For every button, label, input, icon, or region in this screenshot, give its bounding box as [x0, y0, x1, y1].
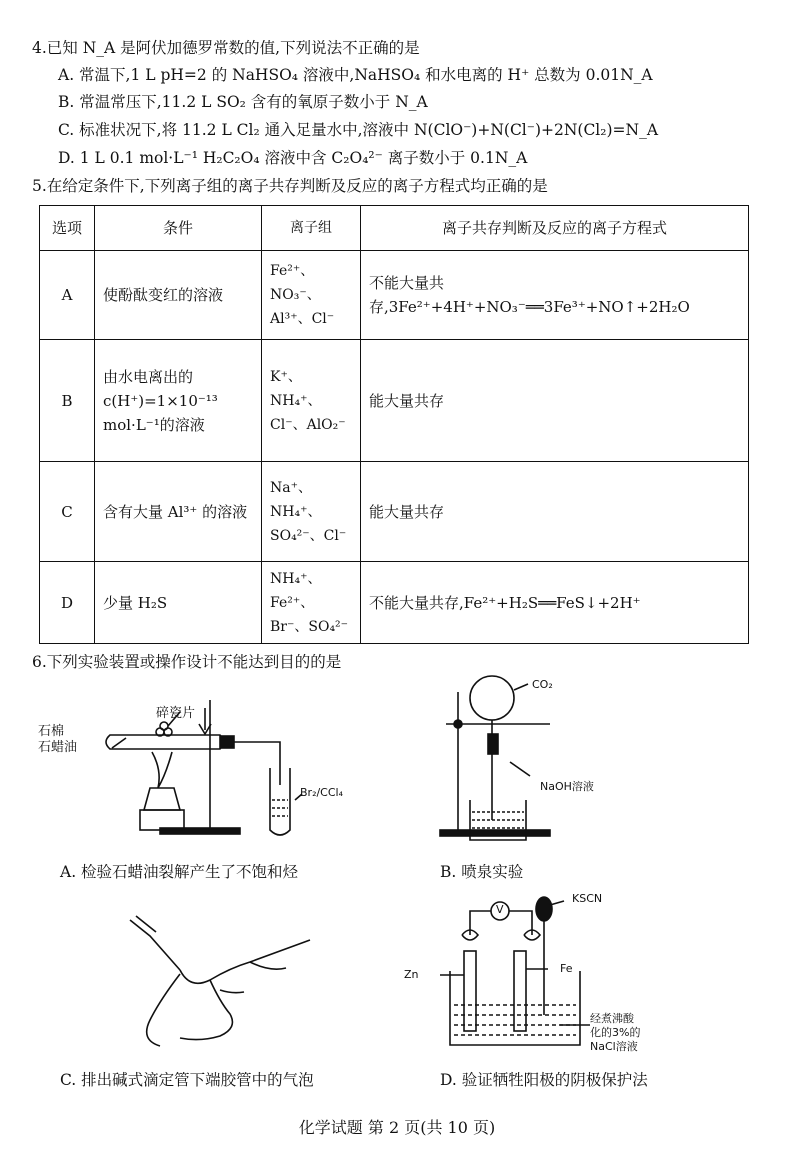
row-option: C — [40, 462, 95, 562]
label-paraffin-oil: 石蜡油 — [38, 740, 78, 755]
row-condition: 少量 H₂S — [95, 562, 262, 644]
figure-d-caption: D. 验证牺牲阳极的阴极保护法 — [440, 1071, 648, 1089]
q4-option-d: D. 1 L 0.1 mol·L⁻¹ H₂C₂O₄ 溶液中含 C₂O₄²⁻ 离子数小于 0.1N_A — [58, 149, 528, 167]
table-header-row — [40, 206, 749, 251]
q4-option-b: B. 常温常压下,11.2 L SO₂ 含有的氧原子数小于 N_A — [58, 93, 428, 111]
label-nacl-solution-line2: 化的3%的 — [590, 1026, 641, 1039]
row-condition: 含有大量 Al³⁺ 的溶液 — [95, 462, 262, 562]
q4-option-a: A. 常温下,1 L pH=2 的 NaHSO₄ 溶液中,NaHSO₄ 和水电离的 H⁺ 总数为 0.01N_A — [58, 66, 653, 84]
label-voltmeter: V — [496, 903, 504, 916]
figure-b-caption: B. 喷泉实验 — [440, 863, 524, 881]
label-kscn: KSCN — [572, 892, 603, 905]
row-judgement: 不能大量共存,3Fe²⁺+4H⁺+NO₃⁻══3Fe³⁺+NO↑+2H₂O — [361, 251, 749, 340]
row-option: D — [40, 562, 95, 644]
table-row — [40, 340, 749, 462]
page-footer: 化学试题 第 2 页(共 10 页) — [298, 1118, 496, 1137]
figure-c-caption: C. 排出碱式滴定管下端胶管中的气泡 — [60, 1071, 314, 1089]
table-row — [40, 251, 749, 340]
q4-option-c: C. 标准状况下,将 11.2 L Cl₂ 通入足量水中,溶液中 N(ClO⁻)+N(Cl⁻)+2N(Cl₂)=N_A — [58, 121, 659, 139]
row-option: B — [40, 340, 95, 462]
header-ions: 离子组 — [262, 206, 361, 251]
label-zn-electrode: Zn — [404, 968, 419, 981]
row-condition: 使酚酞变红的溶液 — [95, 251, 262, 340]
row-judgement: 能大量共存 — [361, 340, 749, 462]
label-co2: CO₂ — [532, 678, 553, 691]
label-nacl-solution-line1: 经煮沸酸 — [590, 1012, 634, 1025]
q4-stem: 4.已知 N_A 是阿伏加德罗常数的值,下列说法不正确的是 — [32, 39, 420, 57]
figure-a-cracking-apparatus — [40, 690, 360, 850]
header-judgement: 离子共存判断及反应的离子方程式 — [361, 206, 749, 251]
figure-c-burette-operation — [120, 910, 320, 1050]
row-option: A — [40, 251, 95, 340]
label-bromine-ccl4: Br₂/CCl₄ — [300, 786, 344, 799]
header-condition: 条件 — [95, 206, 262, 251]
label-nacl-solution-line3: NaCl溶液 — [590, 1040, 638, 1053]
label-fe-electrode: Fe — [560, 962, 573, 975]
ion-table — [39, 205, 749, 644]
row-ions: K⁺、NH₄⁺、Cl⁻、AlO₂⁻ — [262, 340, 361, 462]
q5-stem: 5.在给定条件下,下列离子组的离子共存判断及反应的离子方程式均正确的是 — [32, 177, 548, 195]
row-ions: Na⁺、NH₄⁺、SO₄²⁻、Cl⁻ — [262, 462, 361, 562]
figure-a-caption: A. 检验石蜡油裂解产生了不饱和烃 — [60, 863, 299, 881]
row-condition: 由水电离出的 c(H⁺)=1×10⁻¹³ mol·L⁻¹的溶液 — [95, 340, 262, 462]
table-row — [40, 462, 749, 562]
figure-b-fountain-apparatus — [430, 672, 610, 844]
table-row — [40, 562, 749, 644]
label-naoh-solution: NaOH溶液 — [540, 780, 594, 793]
label-asbestos: 石棉 — [38, 724, 65, 739]
row-judgement: 能大量共存 — [361, 462, 749, 562]
header-option: 选项 — [40, 206, 95, 251]
q6-stem: 6.下列实验装置或操作设计不能达到目的的是 — [32, 653, 342, 671]
row-judgement: 不能大量共存,Fe²⁺+H₂S══FeS↓+2H⁺ — [361, 562, 749, 644]
label-porcelain-chips: 碎瓷片 — [156, 706, 196, 721]
row-ions: Fe²⁺、NO₃⁻、Al³⁺、Cl⁻ — [262, 251, 361, 340]
row-ions: NH₄⁺、Fe²⁺、Br⁻、SO₄²⁻ — [262, 562, 361, 644]
